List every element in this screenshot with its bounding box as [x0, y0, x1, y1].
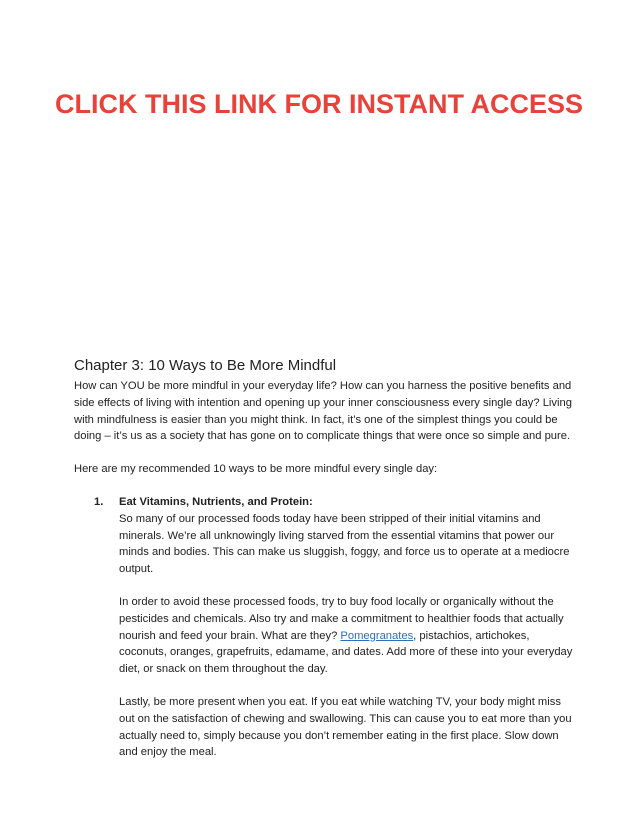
- paragraph-text: , pistachios, artichokes, coconuts, oranges, grapefruits, edamame, and dates. Add more of these into your everyday diet, or snack on them throughout the day.: [119, 629, 573, 676]
- list-item-paragraph: So many of our processed foods today have been stripped of their initial vitamins and minerals. We’re all unknowingly living starved from the essential vitamins that power our minds and bodies. This can make us sluggish, foggy, and force us to operate at a mediocre output.: [119, 512, 570, 576]
- list-item-paragraph: [119, 594, 574, 678]
- pomegranates-link[interactable]: Pomegranates: [340, 629, 414, 642]
- list-item: [74, 494, 574, 761]
- list-item-paragraph: Lastly, be more present when you eat. If you eat while watching TV, your body might miss out on the satisfaction of chewing and swallowing. This can cause you to eat more than you actually need to, simply because you don’t remember eating in the first place. Slow down and enjoy the meal.: [119, 695, 572, 759]
- chapter-title: Chapter 3: 10 Ways to Be More Mindful: [74, 357, 337, 374]
- ways-list: [74, 494, 574, 761]
- intro-paragraph: How can YOU be more mindful in your everyday life? How can you harness the positive benefits and side effects of living with intention and opening up your inner consciousness every single day? Living with mindfulness is easier than you might think. In fact, it’s one of the simplest things you could be doing – it’s us as a society that has gone on to complicate things that were once so simple and pure.: [74, 380, 572, 443]
- lead-paragraph: Here are my recommended 10 ways to be more mindful every single day:: [74, 463, 438, 476]
- paragraph-text: In order to avoid these processed foods, try to buy food locally or organically without the pesticides and chemicals. Also try and make a commitment to healthier foods that actually nourish and feed your brain. What are they?: [119, 595, 564, 642]
- document-body: [74, 355, 574, 777]
- list-item-number: 1.: [94, 495, 104, 508]
- instant-access-link[interactable]: CLICK THIS LINK FOR INSTANT ACCESS: [55, 89, 583, 119]
- list-item-heading: Eat Vitamins, Nutrients, and Protein:: [119, 495, 313, 508]
